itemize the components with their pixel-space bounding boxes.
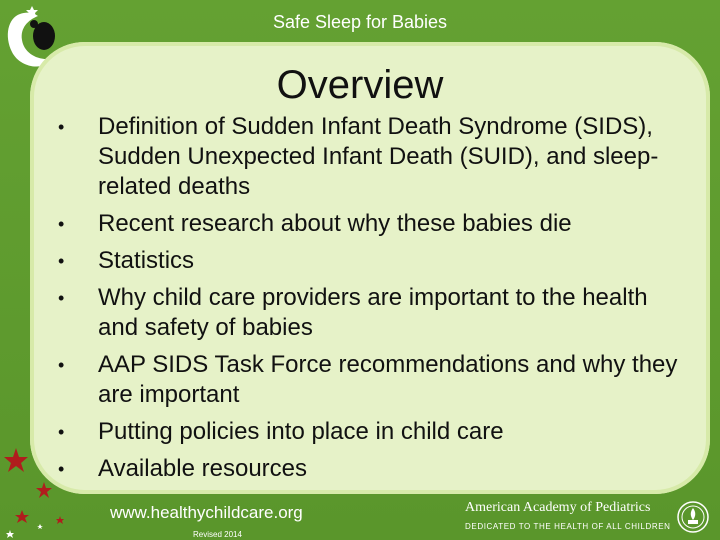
page-title: Overview	[276, 63, 444, 107]
list-item	[52, 246, 692, 276]
aap-seal-icon	[676, 500, 710, 534]
bullet-text: Why child care providers are important to the health and safety of babies	[98, 284, 648, 341]
bullet-icon: •	[58, 422, 65, 442]
bullet-icon: •	[58, 117, 65, 137]
bullet-icon: •	[58, 459, 65, 479]
aap-text-block	[465, 500, 675, 531]
aap-tagline: DEDICATED TO THE HEALTH OF ALL CHILDREN	[465, 522, 671, 531]
bullet-text: Definition of Sudden Infant Death Syndrome (SIDS), Sudden Unexpected Infant Death (SUID), and sleep-related deaths	[98, 113, 659, 200]
bullet-icon: •	[58, 355, 65, 375]
footer-url-link[interactable]: www.healthychildcare.org	[110, 503, 303, 522]
bullet-text: AAP SIDS Task Force recommendations and why they are important	[98, 351, 678, 408]
list-item	[52, 417, 692, 447]
aap-name: American Academy of Pediatrics	[465, 500, 651, 515]
slide-header-title: Safe Sleep for Babies	[272, 12, 448, 32]
list-item	[52, 283, 692, 343]
bullet-text: Statistics	[98, 247, 195, 274]
list-item	[52, 209, 692, 239]
revised-date: Revised 2014	[193, 530, 242, 539]
stars-icon	[0, 430, 90, 540]
list-item	[52, 350, 692, 410]
bullet-text: Putting policies into place in child care	[98, 418, 504, 445]
bullet-icon: •	[58, 288, 65, 308]
list-item	[52, 454, 692, 484]
bullet-list	[52, 112, 692, 491]
list-item	[52, 112, 692, 202]
bullet-icon: •	[58, 251, 65, 271]
aap-logo	[465, 500, 710, 536]
bullet-text: Recent research about why these babies die	[98, 210, 572, 237]
bullet-text: Available resources	[98, 455, 308, 482]
bullet-icon: •	[58, 214, 65, 234]
